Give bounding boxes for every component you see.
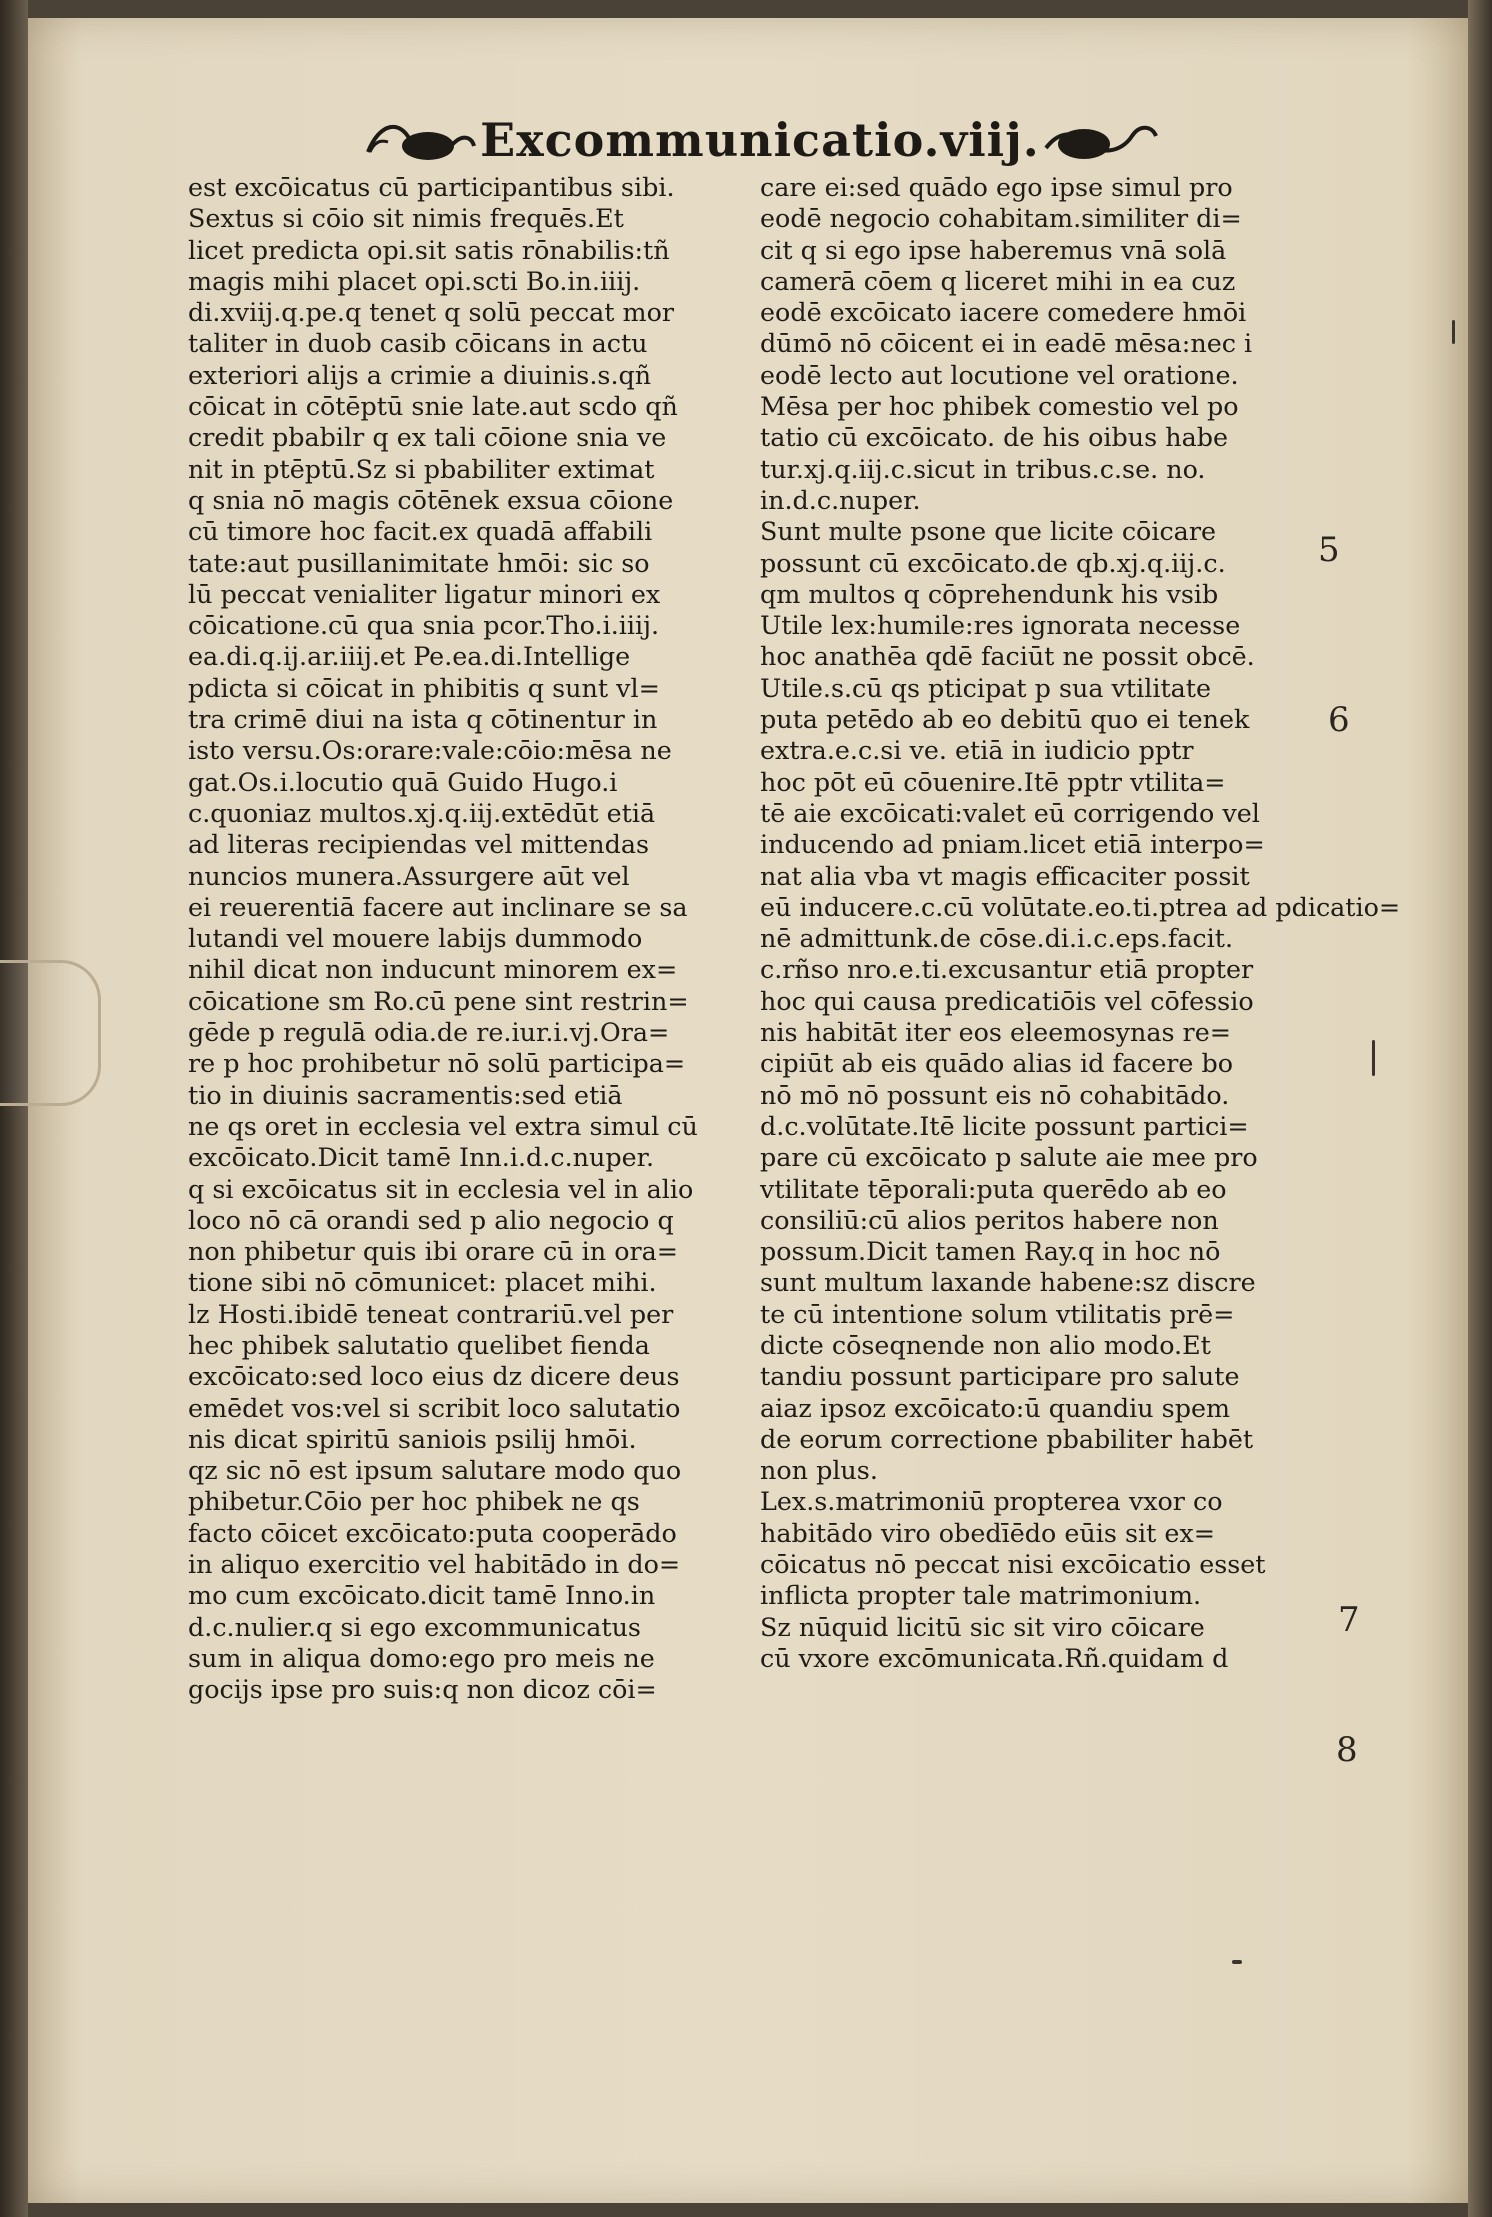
binding-gutter (0, 0, 28, 2217)
right-column-line: possunt cū excōicato.de qb.xj.q.iij.c. (760, 547, 1226, 578)
left-column-line: ne qs oret in ecclesia vel extra simul cū (188, 1110, 698, 1141)
right-column-line: dicte cōseqnende non alio modo.Et (760, 1329, 1211, 1360)
left-column-line: lz Hosti.ibidē teneat contrariū.vel per (188, 1298, 674, 1329)
right-text-column (760, 172, 1401, 1674)
right-column-line: consiliū:cū alios peritos habere non (760, 1204, 1219, 1235)
left-column-line: nit in ptēptū.Sz si pbabiliter extimat (188, 453, 655, 484)
pencil-mark (1232, 1960, 1242, 1964)
right-column-line: Sz nūquid licitū sic sit viro cōicare (760, 1611, 1205, 1642)
right-column-line: inducendo ad pniam.licet etiā interpo= (760, 829, 1265, 860)
left-column-line: gocijs ipse pro suis:q non dicoz cōi= (188, 1674, 657, 1705)
right-column-line: cipiūt ab eis quādo alias id facere bo (760, 1048, 1234, 1079)
left-column-line: excōicato:sed loco eius dz dicere deus (188, 1361, 680, 1392)
pencil-mark (1372, 1040, 1375, 1076)
right-column-line: hoc anathēa qdē faciūt ne possit obcē. (760, 641, 1255, 672)
right-fleuron-icon (1040, 112, 1160, 168)
page-tab-mark (0, 960, 101, 1106)
margin-numeral-5: 5 (1318, 530, 1340, 570)
right-column-line: cit q si ego ipse haberemus vnā solā (760, 234, 1227, 265)
left-column-line: cū timore hoc facit.ex quadā affabili (188, 516, 653, 547)
left-column-line: d.c.nulier.q si ego excommunicatus (188, 1611, 641, 1642)
left-column-line: phibetur.Cōio per hoc phibek ne qs (188, 1486, 640, 1517)
left-column-line: nis dicat spiritū saniois psilij hmōi. (188, 1423, 637, 1454)
right-column-line: Utile lex:humile:res ignorata necesse (760, 610, 1241, 641)
right-column-line: cōicatus nō peccat nisi excōicatio esset (760, 1549, 1266, 1580)
margin-numeral-8: 8 (1336, 1730, 1358, 1770)
right-column-line: eodē negocio cohabitam.similiter di= (760, 203, 1242, 234)
right-column-line: tandiu possunt participare pro salute (760, 1361, 1240, 1392)
right-column-line: nē admittunk.de cōse.di.i.c.eps.facit. (760, 923, 1234, 954)
right-column-line: c.rñso nro.e.ti.excusantur etiā propter (760, 954, 1254, 985)
left-column-line: hec phibek salutatio quelibet fienda (188, 1329, 650, 1360)
left-column-line: ad literas recipiendas vel mittendas (188, 829, 650, 860)
left-column-line: taliter in duob casib cōicans in actu (188, 328, 648, 359)
left-column-line: ea.di.q.ij.ar.iiij.et Pe.ea.di.Intellige (188, 641, 631, 672)
left-column-line: nihil dicat non inducunt minorem ex= (188, 954, 678, 985)
right-column-line: puta petēdo ab eo debitū quo ei tenek (760, 704, 1250, 735)
right-column-line: dūmō nō cōicent ei in eadē mēsa:nec i (760, 328, 1253, 359)
right-column-line: Utile.s.cū qs pticipat p sua vtilitate (760, 672, 1212, 703)
right-column-line: non plus. (760, 1455, 878, 1486)
margin-numeral-6: 6 (1328, 700, 1350, 740)
left-column-line: pdicta si cōicat in phibitis q sunt vl= (188, 672, 660, 703)
right-column-line: vtilitate tēporali:puta querēdo ab eo (760, 1173, 1227, 1204)
left-column-line: lutandi vel mouere labijs dummodo (188, 923, 643, 954)
right-column-line: d.c.volūtate.Itē licite possunt partici= (760, 1110, 1249, 1141)
page-edge (1468, 0, 1492, 2217)
right-column-line: nō mō nō possunt eis nō cohabitādo. (760, 1079, 1230, 1110)
left-column-line: di.xviij.q.pe.q tenet q solū peccat mor (188, 297, 674, 328)
right-column-line: habitādo viro obedīēdo eūis sit ex= (760, 1517, 1215, 1548)
right-column-line: Lex.s.matrimoniū propterea vxor co (760, 1486, 1223, 1517)
left-column-line: q snia nō magis cōtēnek exsua cōione (188, 484, 674, 515)
right-column-line: inflicta propter tale matrimonium. (760, 1580, 1202, 1611)
left-column-line: facto cōicet excōicato:puta cooperādo (188, 1517, 677, 1548)
right-column-line: Mēsa per hoc phibek comestio vel po (760, 391, 1239, 422)
right-column-line: de eorum correctione pbabiliter habēt (760, 1423, 1254, 1454)
right-column-line: te cū intentione solum vtilitatis prē= (760, 1298, 1235, 1329)
left-column-line: nuncios munera.Assurgere aūt vel (188, 860, 630, 891)
left-column-line: tate:aut pusillanimitate hmōi: sic so (188, 547, 650, 578)
left-column-line: cōicatione.cū qua snia pcor.Tho.i.iiij. (188, 610, 660, 641)
left-column-line: excōicato.Dicit tamē Inn.i.d.c.nuper. (188, 1142, 655, 1173)
right-column-line: extra.e.c.si ve. etiā in iudicio pptr (760, 735, 1194, 766)
left-column-line: credit pbabilr q ex tali cōione snia ve (188, 422, 667, 453)
left-column-line: cōicatione sm Ro.cū pene sint restrin= (188, 985, 689, 1016)
right-column-line: in.d.c.nuper. (760, 484, 921, 515)
left-column-line: loco nō cā orandi sed p alio negocio q (188, 1204, 674, 1235)
left-column-line: c.quoniaz multos.xj.q.iij.extēdūt etiā (188, 797, 656, 828)
right-column-line: tur.xj.q.iij.c.sicut in tribus.c.se. no. (760, 453, 1206, 484)
left-column-line: in aliquo exercitio vel habitādo in do= (188, 1549, 681, 1580)
right-column-line: nis habitāt iter eos eleemosynas re= (760, 1017, 1231, 1048)
right-column-line: eodē lecto aut locutione vel oratione. (760, 359, 1239, 390)
right-column-line: camerā cōem q liceret mihi in ea cuz (760, 265, 1236, 296)
right-column-line: cū vxore excōmunicata.Rñ.quidam d (760, 1642, 1229, 1673)
right-column-line: care ei:sed quādo ego ipse simul pro (760, 172, 1233, 202)
left-column-line: Sextus si cōio sit nimis frequēs.Et (188, 203, 624, 234)
right-column-line: tatio cū excōicato. de his oibus habe (760, 422, 1228, 453)
left-column-line: isto versu.Os:orare:vale:cōio:mēsa ne (188, 735, 672, 766)
left-column-line: tra crimē diui na ista q cōtinentur in (188, 704, 658, 735)
pencil-mark (1452, 320, 1455, 344)
left-column-line: q si excōicatus sit in ecclesia vel in alio (188, 1173, 694, 1204)
left-column-line: mo cum excōicato.dicit tamē Inno.in (188, 1580, 656, 1611)
left-column-line: gēde p regulā odia.de re.iur.i.vj.Ora= (188, 1017, 670, 1048)
left-fleuron-icon (360, 112, 480, 168)
right-column-line: possum.Dicit tamen Ray.q in hoc nō (760, 1236, 1221, 1267)
left-column-line: cōicat in cōtēptū snie late.aut scdo qñ (188, 391, 678, 422)
right-column-line: sunt multum laxande habene:sz discre (760, 1267, 1256, 1298)
right-column-line: qm multos q cōprehendunk his vsib (760, 578, 1219, 609)
page-title: Excommunicatio.viij. (480, 113, 1040, 167)
left-column-line: tio in diuinis sacramentis:sed etiā (188, 1079, 623, 1110)
left-column-line: ei reuerentiā facere aut inclinare se sa (188, 891, 688, 922)
left-column-line: non phibetur quis ibi orare cū in ora= (188, 1236, 679, 1267)
right-column-line: hoc qui causa predicatiōis vel cōfessio (760, 985, 1254, 1016)
right-column-line: pare cū excōicato p salute aie mee pro (760, 1142, 1258, 1173)
left-column-line: licet predicta opi.sit satis rōnabilis:tñ (188, 234, 670, 265)
left-column-line: tione sibi nō cōmunicet: placet mihi. (188, 1267, 657, 1298)
right-column-line: tē aie excōicati:valet eū corrigendo vel (760, 797, 1260, 828)
left-column-line: re p hoc prohibetur nō solū participa= (188, 1048, 686, 1079)
left-column-line: sum in aliqua domo:ego pro meis ne (188, 1642, 655, 1673)
left-text-column (188, 172, 748, 1706)
running-header (400, 105, 1120, 175)
left-column-line: est excōicatus cū participantibus sibi. (188, 172, 675, 202)
right-column-line: eū inducere.c.cū volūtate.eo.ti.ptrea ad pdicatio= (760, 891, 1401, 922)
right-column-line: Sunt multe psone que licite cōicare (760, 516, 1216, 547)
left-column-line: gat.Os.i.locutio quā Guido Hugo.i (188, 766, 618, 797)
left-column-line: magis mihi placet opi.scti Bo.in.iiij. (188, 265, 641, 296)
right-column-line: aiaz ipsoz excōicato:ū quandiu spem (760, 1392, 1231, 1423)
left-column-line: qz sic nō est ipsum salutare modo quo (188, 1455, 682, 1486)
left-column-line: emēdet vos:vel si scribit loco salutatio (188, 1392, 681, 1423)
left-column-line: exteriori alijs a crimie a diuinis.s.qñ (188, 359, 652, 390)
right-column-line: hoc pōt eū cōuenire.Itē pptr vtilita= (760, 766, 1226, 797)
margin-numeral-7: 7 (1338, 1600, 1360, 1640)
right-column-line: eodē excōicato iacere comedere hmōi (760, 297, 1247, 328)
left-column-line: lū peccat venialiter ligatur minori ex (188, 578, 661, 609)
right-column-line: nat alia vba vt magis efficaciter possit (760, 860, 1250, 891)
